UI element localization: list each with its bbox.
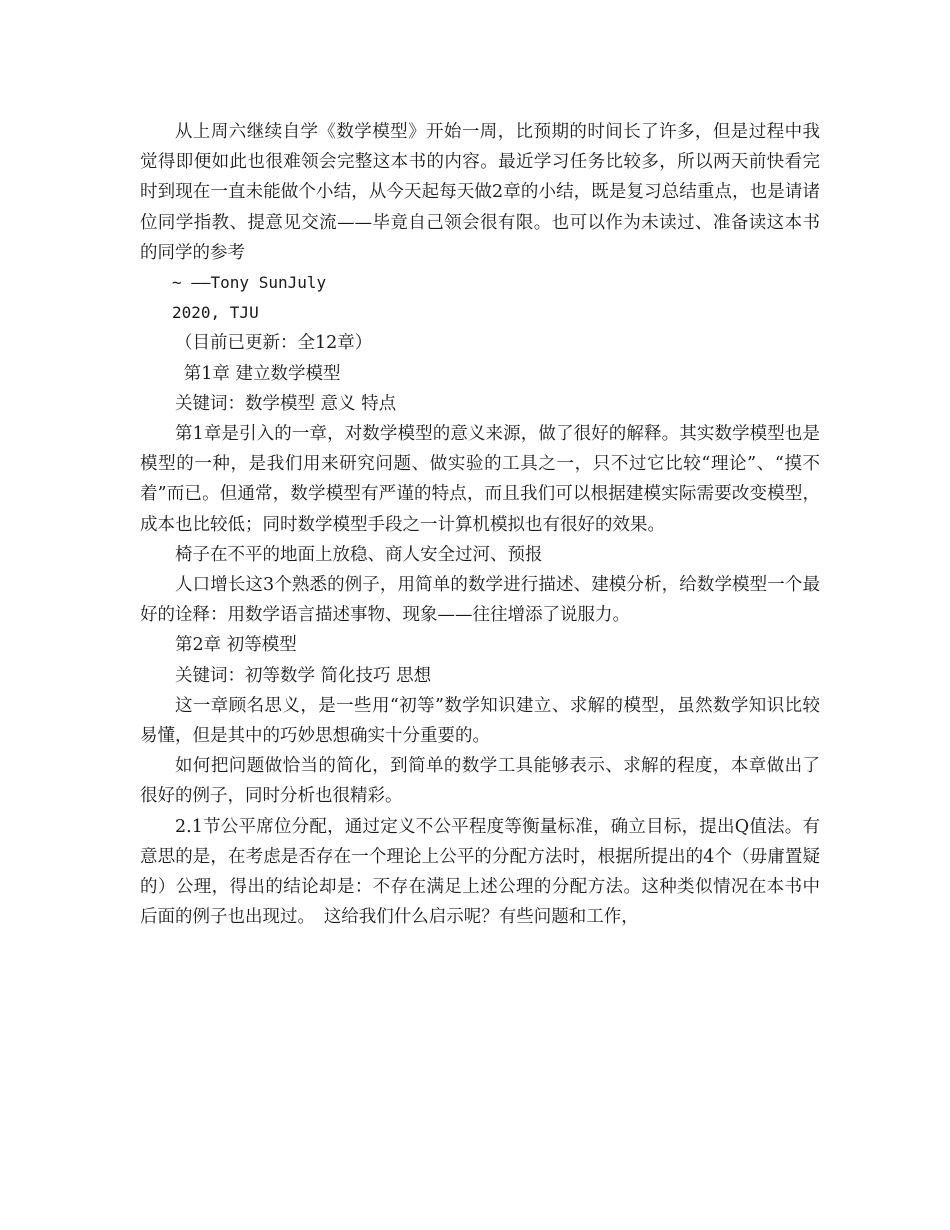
chapter-2-heading: 第2章 初等模型 bbox=[175, 635, 297, 656]
update-status: （目前已更新：全12章） bbox=[175, 333, 373, 354]
intro-paragraph: 从上周六继续自学《数学模型》开始一周，比预期的时间长了许多，但是过程中我觉得即便如此也很难领会完整这本书的内容。最近学习任务比较多，所以两天前快看完时到现在一直未能做个小结，从今天起每天做2章的小结，既是复习总结重点，也是请诸位同学指教、提意见交流——毕竟自己领会很有限。也可以作为未读过、准备读这本书的同学的参考 bbox=[140, 122, 820, 263]
chapter-1-heading: 第1章 建立数学模型 bbox=[183, 363, 341, 384]
chapter-1-examples: 椅子在不平的地面上放稳、商人安全过河、预报 bbox=[175, 544, 543, 565]
chapter-2-keywords: 关键词：初等数学 简化技巧 思想 bbox=[175, 665, 432, 686]
chapter-1-keywords: 关键词：数学模型 意义 特点 bbox=[175, 393, 397, 414]
chapter-2-simplification: 如何把问题做恰当的简化，到简单的数学工具能够表示、求解的程度，本章做出了很好的例子，同时分析也很精彩。 bbox=[140, 756, 820, 807]
chapter-1-examples-cont: 人口增长这3个熟悉的例子，用简单的数学进行描述、建模分析，给数学模型一个最好的诠释：用数学语言描述事物、现象——往往增添了说服力。 bbox=[140, 575, 820, 626]
chapter-2-summary: 这一章顾名思义，是一些用“初等”数学知识建立、求解的模型，虽然数学知识比较易懂，但是其中的巧妙思想确实十分重要的。 bbox=[140, 695, 820, 747]
document-body bbox=[140, 117, 820, 932]
author-signature: ~ ——Tony SunJuly bbox=[172, 273, 327, 293]
chapter-1-summary: 第1章是引入的一章，对数学模型的意义来源，做了很好的解释。其实数学模型也是模型的一种，是我们用来研究问题、做实验的工具之一，只不过它比较“理论”、“摸不着”而已。但通常，数学模型有严谨的特点，而且我们可以根据建模实际需要改变模型，成本也比较低；同时数学模型手段之一计算机模拟也有很好的效果。 bbox=[140, 424, 820, 535]
date-location: 2020, TJU bbox=[172, 303, 259, 323]
section-2-1-paragraph: 2.1节公平席位分配，通过定义不公平程度等衡量标准，确立目标，提出Q值法。有意思的是，在考虑是否存在一个理论上公平的分配方法时，根据所提出的4个（毋庸置疑的）公理，得出的结论却是：不存在满足上述公理的分配方法。这种类似情况在本书中后面的例子也出现过。 这给我们什么启示呢？有些问题和工作， bbox=[140, 816, 820, 928]
